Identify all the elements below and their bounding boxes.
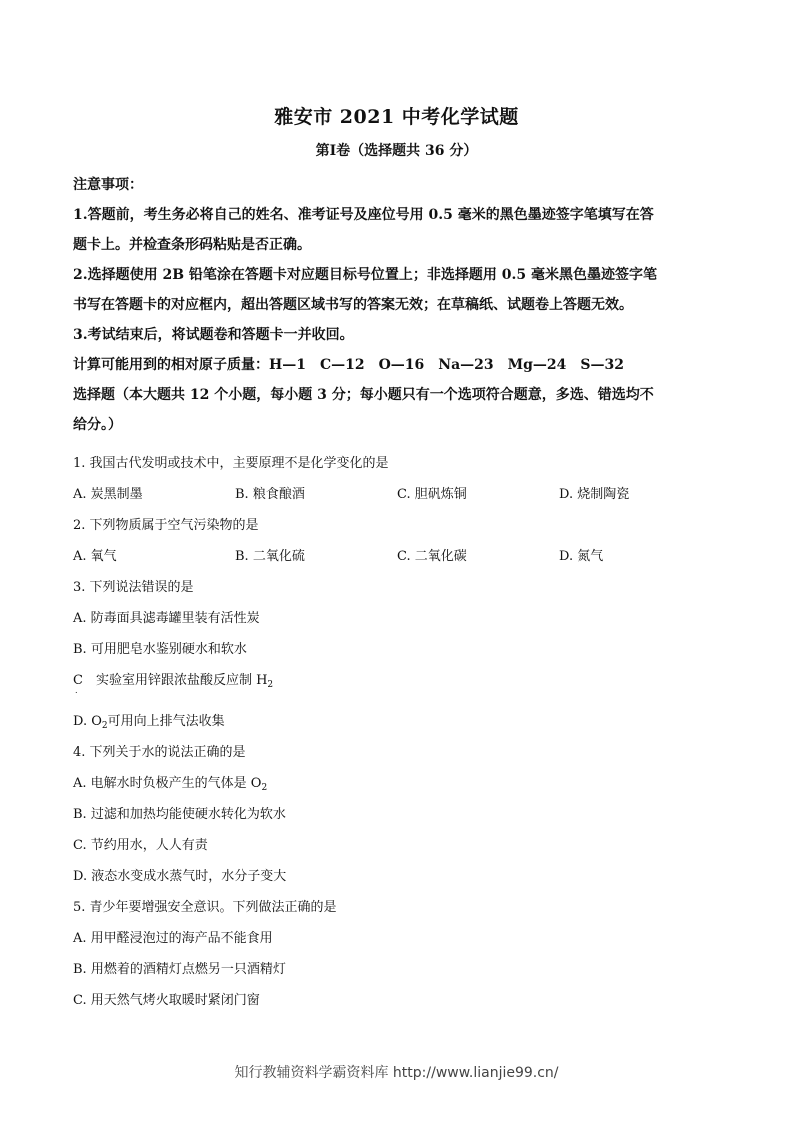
page-subtitle: 第Ⅰ卷（选择题共 36 分） xyxy=(315,143,478,159)
option-d: D. 烧制陶瓷 xyxy=(559,487,630,502)
notes-line: 题卡上。并检查条形码粘贴是否正确。 xyxy=(73,237,311,253)
subscript: 2 xyxy=(101,721,108,731)
option-a: A. 防毒面具滤毒罐里装有活性炭 xyxy=(73,611,260,626)
notes-line: 3.考试结束后，将试题卷和答题卡一并收回。 xyxy=(73,327,354,343)
question-stem: 5. 青少年要增强安全意识。下列做法正确的是 xyxy=(73,900,337,915)
option-d xyxy=(73,706,723,737)
option-c-text: C 实验室用锌跟浓盐酸反应制 H xyxy=(73,673,268,688)
question-list xyxy=(73,448,723,1016)
option-a xyxy=(73,768,723,799)
option-d-prefix: D. O xyxy=(73,714,102,729)
notes-heading: 注意事项： xyxy=(73,177,143,193)
option-d: D. 氮气 xyxy=(559,549,604,564)
page-title: 雅安市 2021 中考化学试题 xyxy=(274,106,519,128)
section-header: 选择题（本大题共 12 个小题，每小题 3 分；每小题只有一个选项符合题意，多选、错选均不 xyxy=(73,387,654,403)
option-b: B. 可用肥皂水鉴别硬水和软水 xyxy=(73,642,247,657)
notes-line: 书写在答题卡的对应框内，超出答题区域书写的答案无效；在草稿纸、试题卷上答题无效。 xyxy=(73,297,633,313)
option-a: A. 氧气 xyxy=(73,549,117,564)
option-a: A. 用甲醛浸泡过的海产品不能食用 xyxy=(73,931,273,946)
notes-line: 2.选择题使用 2B 铅笔涂在答题卡对应题目标号位置上；非选择题用 0.5 毫米黑色墨迹签字笔 xyxy=(73,267,658,283)
option-d-text: 可用向上排气法收集 xyxy=(107,714,225,729)
exam-instructions xyxy=(73,170,723,440)
option-c-continuation xyxy=(73,686,723,706)
atomic-mass-line: 计算可能用到的相对原子质量：H—1 C—12 O—16 Na—23 Mg—24 S—32 xyxy=(73,357,624,373)
option-b: B. 二氧化硫 xyxy=(235,549,305,564)
question-stem: 1. 我国古代发明或技术中，主要原理不是化学变化的是 xyxy=(73,456,389,471)
option-c: C. 用天然气烤火取暖时紧闭门窗 xyxy=(73,993,260,1008)
question-stem: 2. 下列物质属于空气污染物的是 xyxy=(73,518,259,533)
subscript: 2 xyxy=(267,680,274,690)
notes-line: 1.答题前，考生务必将自己的姓名、准考证号及座位号用 0.5 毫米的黑色墨迹签字笔填写在答 xyxy=(73,207,654,223)
option-b: B. 用燃着的酒精灯点燃另一只酒精灯 xyxy=(73,962,286,977)
option-c xyxy=(73,665,723,696)
option-row xyxy=(73,541,723,572)
question-stem: 3. 下列说法错误的是 xyxy=(73,580,194,595)
option-a-text: A. 电解水时负极产生的气体是 O xyxy=(73,776,262,791)
option-c: C. 二氧化碳 xyxy=(397,549,467,564)
option-c: C. 胆矾炼铜 xyxy=(397,487,467,502)
stray-dot: . xyxy=(75,686,78,695)
option-b: B. 过滤和加热均能使硬水转化为软水 xyxy=(73,807,286,822)
subscript: 2 xyxy=(261,783,268,793)
option-a: A. 炭黑制墨 xyxy=(73,487,143,502)
option-row xyxy=(73,479,723,510)
option-b: B. 粮食酿酒 xyxy=(235,487,305,502)
footer-watermark: 知行教辅资料学霸资料库 http://www.lianjie99.cn/ xyxy=(234,1065,559,1081)
option-c: C. 节约用水，人人有责 xyxy=(73,838,208,853)
option-d: D. 液态水变成水蒸气时，水分子变大 xyxy=(73,869,287,884)
question-stem: 4. 下列关于水的说法正确的是 xyxy=(73,745,246,760)
section-header: 给分。） xyxy=(73,417,122,433)
